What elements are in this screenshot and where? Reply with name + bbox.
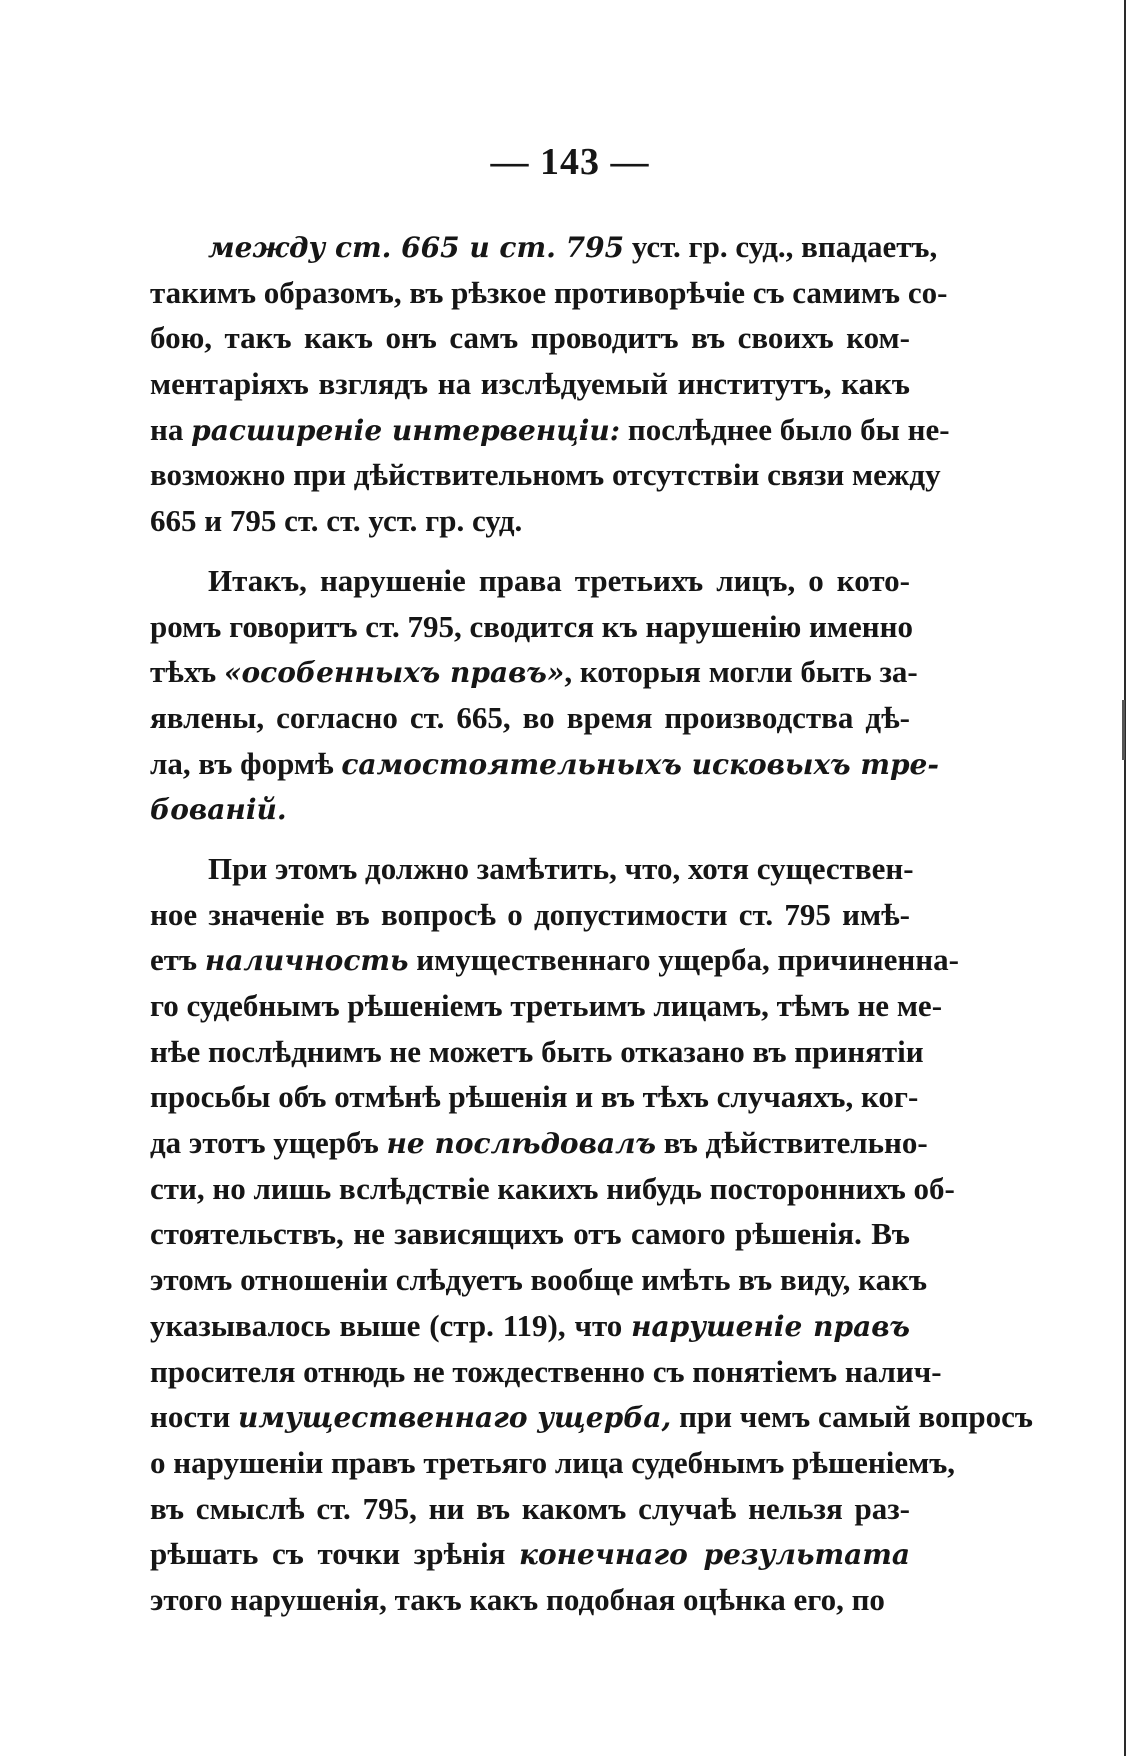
text-segment: стоятельствъ, не зависящихъ отъ самого рѣшенія. Въ bbox=[150, 1216, 910, 1252]
italic-text: между ст. 665 и ст. 795 bbox=[208, 231, 625, 264]
text-line bbox=[150, 1394, 1033, 1440]
text-segment: явлены, согласно ст. 665, во время производства дѣ- bbox=[150, 699, 910, 735]
text-segment: тѣхъ bbox=[150, 654, 224, 690]
text-line bbox=[150, 361, 910, 407]
text-segment: въ дѣйствительно- bbox=[656, 1125, 928, 1161]
text-line bbox=[150, 498, 910, 544]
text-segment: ромъ говоритъ ст. 795, сводится къ нарушенію именно bbox=[150, 608, 913, 644]
text-segment: этомъ отношеніи слѣдуетъ вообще имѣть въ виду, какъ bbox=[150, 1262, 928, 1298]
italic-text: нарушеніе правъ bbox=[631, 1309, 910, 1343]
text-line bbox=[150, 786, 910, 832]
text-segment: При этомъ должно замѣтить, что, хотя существен- bbox=[208, 850, 914, 886]
text-line bbox=[150, 1440, 956, 1486]
italic-text: конечнаго результата bbox=[519, 1538, 910, 1572]
text-segment: 665 и 795 ст. ст. уст. гр. суд. bbox=[150, 503, 523, 539]
italic-text: самостоятельныхъ исковыхъ тре- bbox=[341, 747, 939, 781]
text-line bbox=[150, 892, 910, 938]
text-line bbox=[150, 649, 918, 695]
text-segment: указывалось выше (стр. 119), что bbox=[150, 1307, 632, 1343]
page-edge-line bbox=[1124, 0, 1126, 1756]
text-line bbox=[150, 407, 950, 453]
text-line bbox=[150, 1211, 910, 1257]
text-segment: нѣе послѣднимъ не можетъ быть отказано въ принятіи bbox=[150, 1033, 924, 1069]
text-segment: при чемъ самый вопросъ bbox=[671, 1399, 1033, 1435]
text-line bbox=[150, 270, 948, 316]
text-line bbox=[150, 1486, 910, 1532]
text-line bbox=[150, 558, 910, 604]
text-segment: просьбы объ отмѣнѣ рѣшенія и въ тѣхъ случаяхъ, ког- bbox=[150, 1079, 919, 1115]
text-line bbox=[150, 452, 941, 498]
text-segment: просителя отнюдь не тождественно съ понятіемъ налич- bbox=[150, 1353, 942, 1389]
page-edge-mark bbox=[1122, 700, 1125, 760]
text-segment: бою, такъ какъ онъ самъ проводитъ въ своихъ ком- bbox=[150, 320, 910, 356]
text-line bbox=[150, 224, 938, 270]
text-segment: возможно при дѣйствительномъ отсутствіи связи между bbox=[150, 457, 941, 493]
text-line bbox=[150, 1029, 924, 1075]
italic-text: расширеніе интервенціи: bbox=[191, 413, 621, 447]
text-line bbox=[150, 1577, 910, 1623]
text-segment: о нарушеніи правъ третьяго лица судебнымъ рѣшеніемъ, bbox=[150, 1444, 956, 1480]
text-line bbox=[150, 695, 910, 741]
italic-text: бованій. bbox=[150, 793, 287, 827]
text-segment: послѣднее было бы не- bbox=[620, 411, 950, 447]
text-segment: ное значеніе въ вопросѣ о допустимости ст. 795 имѣ- bbox=[150, 896, 910, 932]
text-line bbox=[150, 1074, 919, 1120]
text-segment: этого нарушенія, такъ какъ подобная оцѣнка его, по bbox=[150, 1581, 885, 1617]
text-segment: Итакъ, нарушеніе права третьихъ лицъ, о кото- bbox=[208, 562, 910, 598]
text-segment: етъ bbox=[150, 942, 205, 978]
page-number: — 143 — bbox=[490, 141, 650, 183]
italic-text: «особенныхъ правъ» bbox=[223, 656, 565, 690]
text-line bbox=[150, 1303, 910, 1349]
italic-text: имущественнаго ущерба, bbox=[237, 1401, 672, 1435]
text-segment: , которыя могли быть за- bbox=[564, 654, 918, 690]
text-segment: на bbox=[150, 411, 192, 447]
text-line bbox=[150, 315, 910, 361]
text-line bbox=[150, 846, 914, 892]
text-segment: сти, но лишь вслѣдствіе какихъ нибудь постороннихъ об- bbox=[150, 1170, 955, 1206]
text-segment: рѣшать съ точки зрѣнія bbox=[150, 1536, 519, 1572]
text-line bbox=[150, 937, 959, 983]
text-segment: въ смыслѣ ст. 795, ни въ какомъ случаѣ нельзя раз- bbox=[150, 1490, 910, 1526]
text-line bbox=[150, 1257, 928, 1303]
text-line bbox=[150, 1349, 942, 1395]
body-text bbox=[150, 224, 1033, 1623]
text-line bbox=[150, 604, 913, 650]
text-segment: уст. гр. суд., впадаетъ, bbox=[624, 229, 938, 264]
text-segment: го судебнымъ рѣшеніемъ третьимъ лицамъ, тѣмъ не ме- bbox=[150, 988, 943, 1023]
text-line bbox=[150, 741, 939, 787]
text-line bbox=[150, 1120, 928, 1166]
text-segment: такимъ образомъ, въ рѣзкое противорѣчіе съ самимъ со- bbox=[150, 274, 948, 310]
text-segment: да этотъ ущербъ bbox=[150, 1125, 387, 1161]
text-line bbox=[150, 1166, 955, 1212]
text-segment: имущественнаго ущерба, причиненна- bbox=[408, 942, 959, 978]
text-segment: ментаріяхъ взглядъ на изслѣдуемый институтъ, какъ bbox=[150, 366, 910, 402]
text-segment: ности bbox=[150, 1399, 238, 1435]
italic-text: наличность bbox=[204, 944, 409, 978]
text-line bbox=[150, 1531, 910, 1577]
text-line bbox=[150, 983, 943, 1029]
text-segment: ла, въ формѣ bbox=[150, 745, 342, 781]
italic-text: не послѣдовалъ bbox=[386, 1127, 656, 1161]
